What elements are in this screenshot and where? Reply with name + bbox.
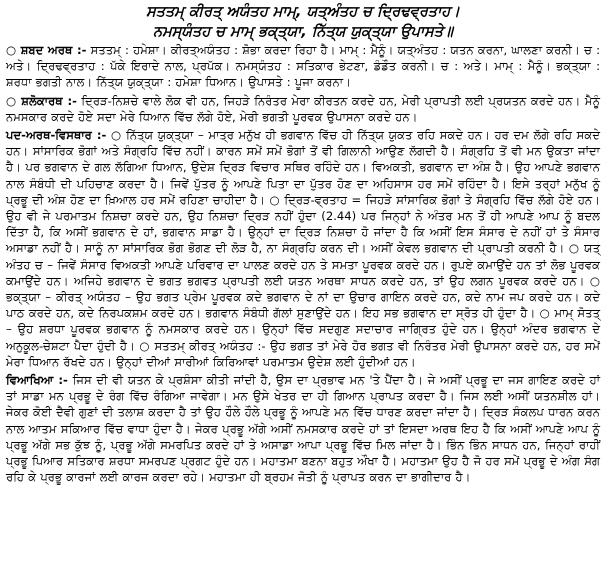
shloka-meaning-text: ਦ੍ਰਿੜ-ਨਿਸ਼ਚੇ ਵਾਲੇ ਲੋਕ ਵੀ ਹਨ, ਜਿਹੜੇ ਨਿਰੰਤਰ ਮੇਰਾ ਕੀਰਤਨ ਕਰਦੇ ਹਨ, ਮੇਰੀ ਪ੍ਰਾਪਤੀ ਲਈ ਪ੍ਰਯਤਨ ਕਰਦੇ ਹਨ। ਮੈਨੂੰ ਨਮਸਕਾਰ ਕਰਦੇ ਹੋਏ ਸਦਾ ਮੇਰੇ ਧਿਆਨ ਵਿੱਚ ਲੱਗੇ ਹੋਏ, ਮੇਰੀ ਭਗਤੀ ਪੂਰਵਕ ਉਪਾਸਨਾ ਕਰਦੇ ਹਨ। — [6, 93, 600, 124]
commentary-section — [6, 372, 600, 485]
shloka-meaning-heading: ○ ਸ਼ਲੋਕਾਰਥ :- — [6, 93, 77, 108]
word-meaning-text: ਸਤਤਮ੍ : ਹਮੇਸ਼ਾ। ਕੀਰਤ੍ਅਯੰਤਹ : ਸ਼ੋਭਾ ਕਰਦਾ ਰਿਹਾ ਹੈ। ਮਾਮ੍ : ਮੈਨੂੰ। ਯਤ੍ਅੰਤਹ : ਯਤਨ ਕਰਨਾ, ਘਾਲਣਾ ਕਰਨੀ। ਚ : ਅਤੇ। ਦ੍ਰਿਢਵ੍ਰਤਾਹ : ਪੱਕੇ ਇਰਾਦੇ ਨਾਲ, ਪ੍ਰਪੱਕ। ਨਮਸ੍ਯੰਤਹ : ਸਤਿਕਾਰ ਭੇਟਣਾ, ਡੰਡੌਤ ਕਰਨੀ। ਚ : ਅਤੇ। ਮਾਮ੍ : ਮੈਨੂੰ। ਭਕ੍ਤ੍ਯਾ : ਸ਼ਰਧਾ ਭਗਤੀ ਨਾਲ। ਨਿੱਤ੍ਯ ਯੁਕ੍ਤ੍ਯਾ : ਹਮੇਸ਼ਾ ਧਿਆਨ। ਉਪਾਸਤੇ : ਪੂਜਾ ਕਰਨਾ। — [6, 43, 600, 90]
verse-line-2: ਨਮਸ੍ਯੰਤਹ ਚ ਮਾਮ੍ ਭਕ੍ਤ੍ਯਾ, ਨਿੱਤ੍ਯ ਯੁਕ੍ਤ੍ਯਾ ਉਪਾਸਤੇ॥ — [153, 24, 453, 40]
word-detail-text: ○ ਨਿੱਤ੍ਯ ਯੁਕ੍ਤ੍ਯਾ – ਮਾਤ੍ਰ ਮਨੁੱਖ ਹੀ ਭਗਵਾਨ ਵਿੱਚ ਹੀ ਨਿੱਤ੍ਯ ਯੁਕਤ ਰਹਿ ਸਕਦੇ ਹਨ। ਹਰ ਦਮ ਲੱਗੇ ਰਹਿ ਸਕਦੇ ਹਨ। ਸਾਂਸਾਰਿਕ ਭੋਗਾਂ ਅਤੇ ਸੰਗ੍ਰਹਿ ਵਿੱਚ ਨਹੀਂ। ਕਾਰਨ ਸਮੇਂ ਸਮੇਂ ਭੋਗਾਂ ਤੋਂ ਵੀ ਗਿਲਾਨੀ ਆਉਣ ਲੱਗਦੀ ਹੈ। ਸੰਗ੍ਰਹਿ ਤੋਂ ਵੀ ਮਨ ਉਕਤਾ ਜਾਂਦਾ ਹੈ। ਪਰ ਭਗਵਾਨ ਦੇ ਗਲ ਲੱਗਿਆ ਧਿਆਨ, ਉਦੇਸ਼ ਦ੍ਰਿੜ ਵਿਚਾਰ ਸਥਿਰ ਰਹਿੰਦੇ ਹਨ। ਵਿਅਕਤੀ, ਭਗਵਾਨ ਦਾ ਅੰਸ਼ ਹੈ। ਉਹ ਆਪਣੇ ਭਗਵਾਨ ਨਾਲ ਸੰਬੰਧੀ ਦੀ ਪਹਿਚਾਣ ਕਰਦਾ ਹੈ। ਜਿਵੇਂ ਪੁੱਤਰ ਨੂੰ ਆਪਣੇ ਪਿਤਾ ਦਾ ਪੁੱਤਰ ਹੋਣ ਦਾ ਅਹਿਸਾਸ ਹਰ ਸਮੇਂ ਰਹਿੰਦਾ ਹੈ। ਇਸੇ ਤਰ੍ਹਾਂ ਮਨੁੱਖ ਨੂੰ ਪ੍ਰਭੂ ਦੀ ਅੰਸ਼ ਹੋਣ ਦਾ ਖ਼ਿਆਲ ਹਰ ਸਮੇਂ ਰਹਿਣਾ ਚਾਹੀਦਾ ਹੈ। ○ ਦ੍ਰਿੜ-ਵ੍ਰਤਾਹ = ਜਿਹੜੇ ਸਾਂਸਾਰਿਕ ਭੋਗਾਂ ਤੇ ਸੰਗ੍ਰਹਿ ਵਿੱਚ ਲੱਗੇ ਹੋਏ ਹਨ। ਉਹ ਵੀ ਜੇ ਪਰਮਾਤਮ ਨਿਸ਼ਚਾ ਕਰਦੇ ਹਨ, ਉਹ ਨਿਸ਼ਚਾ ਦ੍ਰਿੜ ਨਹੀਂ ਹੁੰਦਾ (2.44) ਪਰ ਜਿਨ੍ਹਾਂ ਨੇ ਅੰਤਰ ਮਨ ਤੋਂ ਹੀ ਆਪਣੇ ਆਪ ਨੂੰ ਬਦਲ ਦਿੱਤਾ ਹੈ, ਕਿ ਅਸੀਂ ਭਗਵਾਨ ਦੇ ਹਾਂ, ਭਗਵਾਨ ਸਾਡਾ ਹੈ। ਉਨ੍ਹਾਂ ਦਾ ਦ੍ਰਿੜ ਨਿਸ਼ਚਾ ਹੋ ਜਾਂਦਾ ਹੈ ਕਿ ਅਸੀਂ ਇਸ ਸੰਸਾਰ ਦੇ ਨਹੀਂ ਹਾਂ ਤੇ ਸੰਸਾਰ ਅਸਾਡਾ ਨਹੀਂ ਹੈ। ਸਾਨੂੰ ਨਾ ਸਾਂਸਾਰਿਕ ਭੋਗ ਭੋਗਣ ਦੀ ਲੋੜ ਹੈ, ਨਾ ਸੰਗ੍ਰਹਿ ਕਰਨ ਦੀ। ਅਸੀਂ ਕੇਵਲ ਭਗਵਾਨ ਦੀ ਪ੍ਰਾਪਤੀ ਕਰਨੀ ਹੈ। ○ ਯਤ੍ ਅੰਤਹ ਚ – ਜਿਵੇਂ ਸੰਸਾਰ ਵਿਅਕਤੀ ਆਪਣੇ ਪਰਿਵਾਰ ਦਾ ਪਾਲਣ ਕਰਦੇ ਹਨ ਤੇ ਸਮਤਾ ਪੂਰਵਕ ਕਰਦੇ ਹਨ। ਰੁਪਏ ਕਮਾਉਂਦੇ ਹਨ ਤਾਂ ਲੋਭ ਪੂਰਵਕ ਕਮਾਉਂਦੇ ਹਨ। ਅਜਿਹੇ ਭਗਵਾਨ ਦੇ ਭਗਤ ਭਗਵਤ ਪ੍ਰਾਪਤੀ ਲਈ ਯਤਨ ਅਰਥਾ ਸਾਧਨ ਕਰਦੇ ਹਨ, ਤਾਂ ਉਹ ਲਗਨ ਪੂਰਵਕ ਕਰਦੇ ਹਨ। ○ ਭਕ੍ਤ੍ਯਾ – ਕੀਰਤ੍ ਅਯੰਤਹ – ਉਹ ਭਗਤ ਪ੍ਰੇਮ ਪੂਰਵਕ ਕਦੇ ਭਗਵਾਨ ਦੇ ਨਾਂ ਦਾ ਉਚਾਰ ਗਾਇਨ ਕਰਦੇ ਹਨ, ਕਦੇ ਨਾਮ ਜਪ ਕਰਦੇ ਹਨ। ਕਦੇ ਪਾਠ ਕਰਦੇ ਹਨ, ਕਦੇ ਨਿਰਪਕਸ਼ਮ ਕਰਦੇ ਹਨ। ਭਗਵਾਨ ਸੰਬੰਧੀ ਗੱਲਾਂ ਸੁਣਾਉਂਦੇ ਹਨ। ਇਹ ਸਭ ਭਗਵਾਨ ਦਾ ਸ੍ਰੋਤ ਹੀ ਹੁੰਦਾ ਹੈ। ○ ਮਾਮ੍ ਸੋਤਤ੍ – ਉਹ ਸ਼ਰਧਾ ਪੂਰਵਕ ਭਗਵਾਨ ਨੂੰ ਨਮਸਕਾਰ ਕਰਦੇ ਹਨ। ਉਨ੍ਹਾਂ ਵਿੱਚ ਸਦਗੁਣ ਸਦਾਚਾਰ ਜਾਗ੍ਰਿਤ ਹੁੰਦੇ ਹਨ। ਉਨ੍ਹਾਂ ਅੰਦਰ ਭਗਵਾਨ ਦੇ ਅਨੁਕੂਲ-ਚੇਸ਼ਟਾ ਪੈਦਾ ਹੁੰਦੀ ਹੈ। ○ ਸਤਤਮ੍ ਕੀਰਤ੍ ਅਯੰਤਹ :- ਉਹ ਭਗਤ ਤਾਂ ਮੇਰੇ ਹੋਰ ਭਗਤ ਵੀ ਨਿਰੰਤਰ ਮੇਰੀ ਉਪਾਸਨਾ ਕਰਦੇ ਹਨ, ਹਰ ਸਮੇਂ ਮੇਰਾ ਧਿਆਨ ਰੱਖਦੇ ਹਨ। ਉਨ੍ਹਾਂ ਦੀਆਂ ਸਾਰੀਆਂ ਕਿਰਿਆਵਾਂ ਪਰਮਾਤਮ ਉਦੇਸ਼ ਲਈ ਹੁੰਦੀਆਂ ਹਨ। — [6, 128, 600, 369]
commentary-heading: ਵਿਆਖਿਆ :- — [6, 373, 68, 388]
word-detail-heading: ਪਦ-ਅਰਥ-ਵਿਸਥਾਰ :- — [6, 128, 107, 143]
word-meaning-section — [6, 42, 600, 91]
word-detail-section — [6, 127, 600, 370]
commentary-text: ਜਿਸ ਦੀ ਵੀ ਯਤਨ ਕੇ ਪ੍ਰਸ਼ੰਸਾ ਕੀਤੀ ਜਾਂਦੀ ਹੈ, ਉਸ ਦਾ ਪ੍ਰਭਾਵ ਮਨ 'ਤੇ ਪੈਂਦਾ ਹੈ। ਜੇ ਅਸੀਂ ਪ੍ਰਭੂ ਦਾ ਜਸ ਗਾਇਣ ਕਰਦੇ ਹਾਂ ਤਾਂ ਸਾਡਾ ਮਨ ਪ੍ਰਭੂ ਦੇ ਰੰਗ ਵਿੱਚ ਰੰਗਿਆ ਜਾਵੇਗਾ। ਮਨ ਉਸੇ ਖੇਤਰ ਦਾ ਹੀ ਗਿਆਨ ਪ੍ਰਾਪਤ ਕਰਦਾ ਹੈ। ਜਿਸ ਲਈ ਅਸੀਂ ਯਤਨਸ਼ੀਲ ਹਾਂ। ਜੇਕਰ ਕੋਈ ਦੈਵੀ ਗੁਣਾਂ ਦੀ ਤਲਾਸ਼ ਕਰਦਾ ਹੈ ਤਾਂ ਉਹ ਹੌਲੇ ਹੌਲੇ ਪ੍ਰਭੂ ਨੂੰ ਆਪਣੇ ਮਨ ਵਿੱਚ ਧਾਰਣ ਕਰਦਾ ਜਾਂਦਾ ਹੈ। ਦ੍ਰਿੜ ਸੰਕਲਪ ਧਾਰਨ ਕਰਨ ਨਾਲ ਆਤਮ ਸਕਿਆਰ ਵਿੱਚ ਵਾਧਾ ਹੁੰਦਾ ਹੈ। ਜੇਕਰ ਪ੍ਰਭੂ ਅੱਗੇ ਅਸੀਂ ਨਮਸਕਾਰ ਕਰਦੇ ਹਾਂ ਤਾਂ ਇਸਦਾ ਅਰਥ ਇਹ ਹੈ ਕਿ ਅਸੀਂ ਆਪਣੇ ਆਪ ਨੂੰ ਪ੍ਰਭੂ ਅੱਗੇ ਸਭ ਕੁੱਝ ਨੂੰ, ਪ੍ਰਭੂ ਅੱਗੇ ਸਮਰਪਿਤ ਕਰਦੇ ਹਾਂ ਤੇ ਅਸਾਡਾ ਆਪਾ ਪ੍ਰਭੂ ਵਿੱਚ ਮਿਲ ਜਾਂਦਾ ਹੈ। ਭਿੰਨ ਭਿੰਨ ਸਾਧਨ ਹਨ, ਜਿਨ੍ਹਾਂ ਰਾਹੀਂ ਪ੍ਰਭੂ ਪਿਆਰ ਸਤਿਕਾਰ ਸ਼ਰਧਾ ਸਮਰਪਣ ਪ੍ਰਗਟ ਹੁੰਦੇ ਹਨ। ਮਹਾਤਮਾ ਬਣਨਾ ਬਹੁਤ ਔਖਾ ਹੈ। ਮਹਾਤਮਾ ਉਹ ਹੈ ਜੋ ਹਰ ਸਮੇਂ ਪ੍ਰਭੂ ਦੇ ਅੰਗ ਸੰਗ ਰਹਿ ਕੇ ਪ੍ਰਭੂ ਕਾਰਜਾਂ ਲਈ ਕਾਰਜ ਕਰਦਾ ਰਹੇ। ਮਹਾਤਮਾ ਹੀ ਬ੍ਰਹਮ ਜੋਤੀ ਨੂੰ ਪ੍ਰਾਪਤ ਕਰਨ ਦਾ ਭਾਗੀਦਾਰ ਹੈ। — [6, 373, 600, 485]
shloka-meaning-section — [6, 93, 600, 125]
verse-line-1: ਸਤਤਮ੍ ਕੀਰਤ੍ ਅਯੰਤਹ ਮਾਮ੍, ਯਤ੍ਅੰਤਹ ਚ ਦ੍ਰਿਢਵ੍ਰਤਾਹ। — [146, 4, 460, 20]
word-meaning-heading: ○ ਸ਼ਬਦ ਅਰਥ :- — [6, 43, 87, 57]
